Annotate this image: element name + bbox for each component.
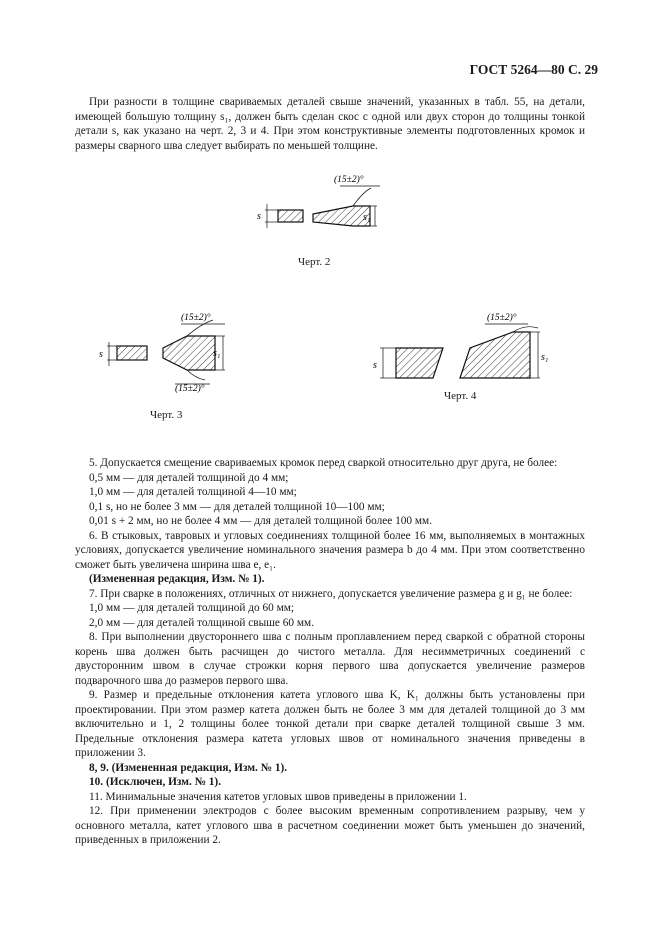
clause-7-item-2: 2,0 мм — для деталей толщиной свыше 60 мм. [89, 616, 315, 629]
intro-text: При разности в толщине свариваемых деталей свыше значений, указанных в табл. 55, на детали, имеющей большую толщину s₁, должен быть сделан скос с одной или двух сторон до толщины тонкой детали s, как указано на черт. 2, 3 и 4. При этом конструктивные элементы подготовленных кромок и размеры сварного шва следует выбирать по меньшей толщине. [75, 96, 585, 152]
page-header: ГОСТ 5264—80 С. 29 [469, 62, 598, 77]
fig2-s-label: s [257, 211, 261, 222]
clause-5-item-2: 1,0 мм — для деталей толщиной 4—10 мм; [89, 486, 297, 498]
clause-5-item-4: 0,01 s + 2 мм, но не более 4 мм — для деталей толщиной более 100 мм. [89, 515, 433, 527]
clause-11: 11. Минимальные значения катетов угловых швов приведены в приложении 1. [89, 790, 467, 803]
clause-9: 9. Размер и предельные отклонения катета углового шва K, K₁ должны быть установлены при проектировании. При этом размер катета должен быть не более 3 мм для деталей толщиной до 3 мм включительно и 1, 2 толщины более тонкой детали при сварке деталей толщиной свыше 3 мм. Предельные отклонения размера катета угловых швов от номинального значения приведены в приложении 3. [75, 689, 585, 759]
thick-plate [460, 332, 530, 378]
fig2-s1-label: s₁ [363, 212, 371, 223]
figure-4-caption: Черт. 4 [444, 390, 477, 402]
thick-plate [313, 206, 370, 226]
clause-7-item-1: 1,0 мм — для деталей толщиной до 60 мм; [89, 602, 295, 614]
thick-plate [163, 336, 215, 370]
fig2-angle-label: (15±2)° [334, 175, 364, 185]
thin-plate [117, 346, 147, 360]
fig3-angle-top-label: (15±2)° [181, 313, 211, 323]
clause-8: 8. При выполнении двустороннего шва с полным проплавлением перед сваркой с обратной стороны корень шва должен быть расчищен до чистого металла. Для несимметричных соединений с двусторонним швом в случае строжки корня первого шва допускается увеличение размеров подварочного шва до размеров первого шва. [75, 631, 585, 687]
fig3-s1-label: s₁ [213, 348, 221, 359]
figure-3-drawing [95, 308, 260, 393]
figure-2-caption: Черт. 2 [298, 256, 331, 268]
figure-3-caption: Черт. 3 [150, 409, 183, 421]
clause-5-item-1: 0,5 мм — для деталей толщиной до 4 мм; [89, 471, 289, 484]
fig4-s-label: s [373, 360, 377, 371]
amendment-note-6: (Измененная редакция, Изм. № 1). [89, 573, 265, 585]
fig4-angle-label: (15±2)° [487, 313, 517, 323]
clauses-section [75, 456, 585, 848]
clause-10: 10. (Исключен, Изм. № 1). [89, 776, 222, 788]
intro-paragraph [75, 95, 585, 153]
thin-plate [396, 348, 443, 378]
figure-4-drawing [370, 308, 555, 388]
clause-12: 12. При применении электродов с более высоким временным сопротивлением разрыву, чем у основного металла, катет углового шва в расчетном соединении может быть уменьшен до значений, приведенных в приложении 2. [75, 805, 585, 846]
figure-2-drawing [245, 168, 385, 230]
fig3-s-label: s [99, 349, 103, 360]
amendment-note-8-9: 8, 9. (Измененная редакция, Изм. № 1). [89, 761, 288, 774]
clause-5-item-3: 0,1 s, но не более 3 мм — для деталей толщиной 10—100 мм; [89, 500, 385, 513]
fig3-angle-bottom-label: (15±2)° [175, 384, 205, 393]
clause-7: 7. При сварке в положениях, отличных от нижнего, допускается увеличение размера g и g₁ не более: [89, 587, 573, 600]
clause-6: 6. В стыковых, тавровых и угловых соединениях толщиной более 16 мм, выполняемых в монтажных условиях, допускается увеличение номинального значения размера b до 4 мм. При этом соответственно сможет быть увеличена ширина шва e, e₁. [75, 529, 585, 571]
clause-5: 5. Допускается смещение свариваемых кромок перед сваркой относительно друг друга, не более: [89, 457, 558, 469]
fig4-s1-label: s₁ [541, 352, 549, 363]
thin-plate [278, 210, 303, 222]
